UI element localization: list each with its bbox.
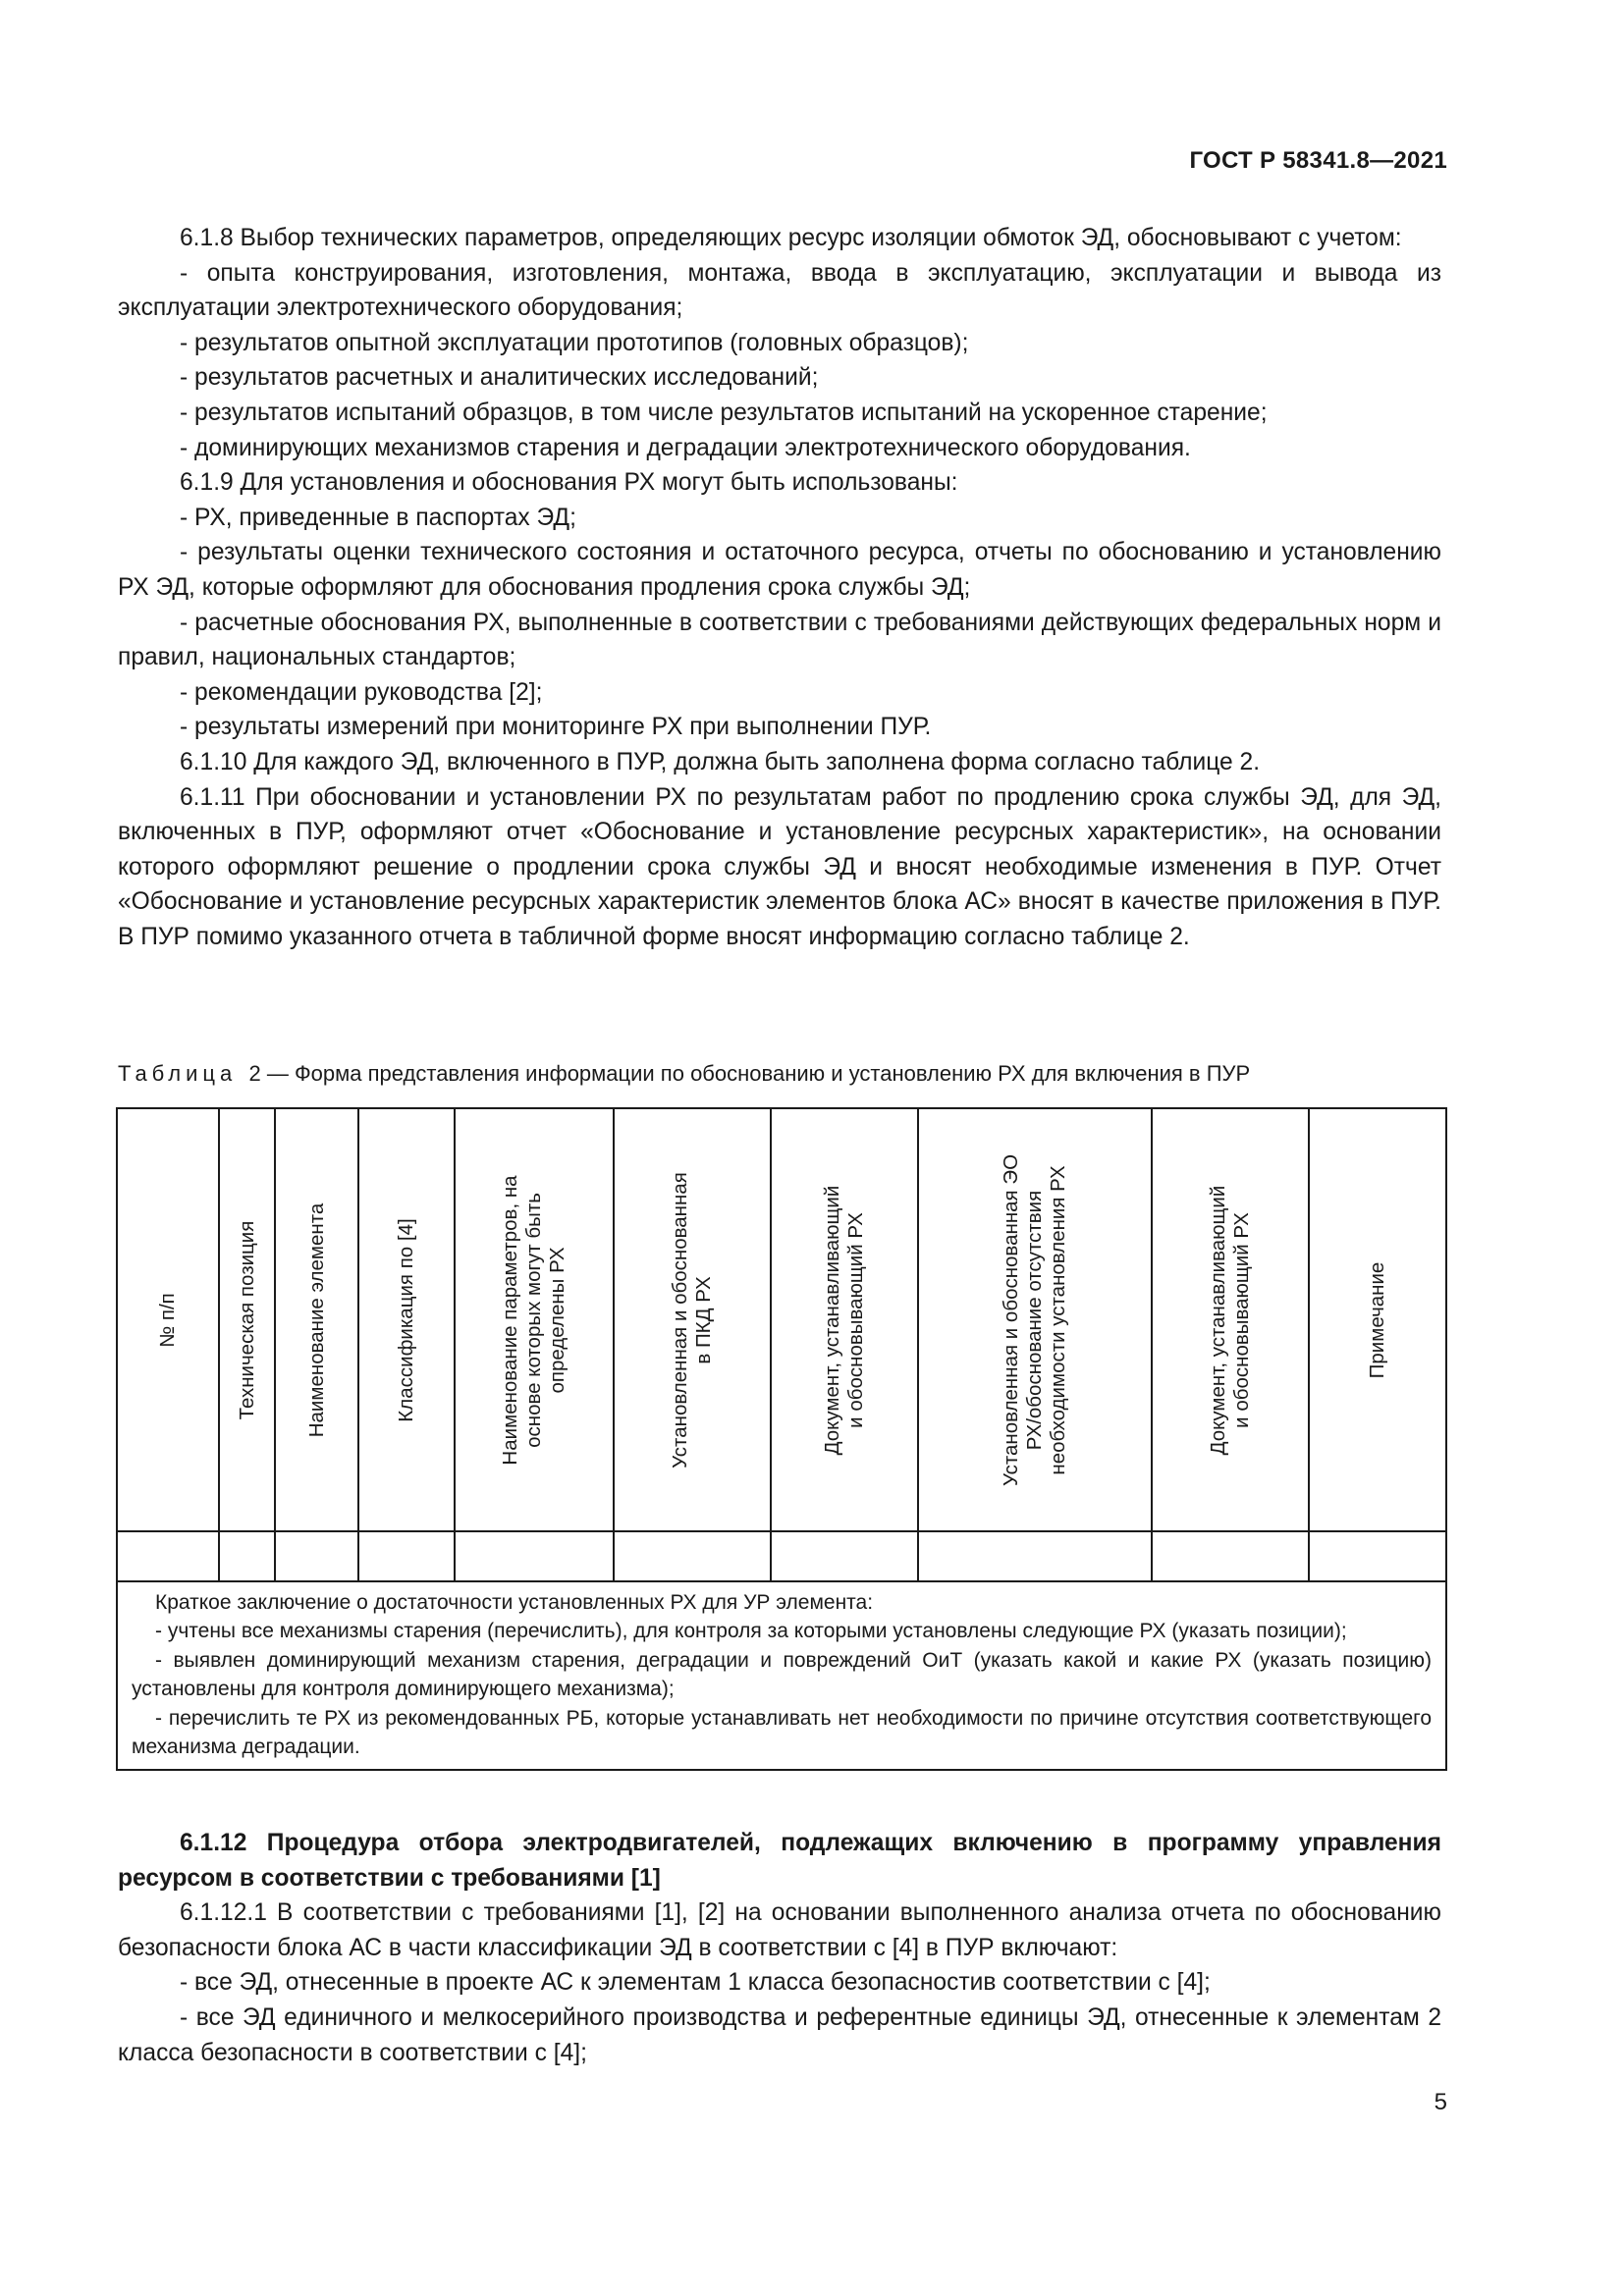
column-header (275, 1108, 358, 1531)
column-header-label: Документ, устанавливающий и обосновывающий РХ (1207, 1185, 1253, 1455)
table-cell (771, 1531, 918, 1581)
table-caption-label: Таблица (118, 1061, 238, 1086)
list-item: - все ЭД, отнесенные в проекте АС к элементам 1 класса безопасностив соответствии с [4]; (180, 1969, 1211, 1997)
table-cell (1152, 1531, 1309, 1581)
summary-line: - учтены все механизмы старения (перечислить), для контроля за которыми установлены следующие РХ (указать позиции); (155, 1620, 1347, 1643)
paragraph: 6.1.9 Для установления и обоснования РХ могут быть использованы: (180, 469, 958, 497)
column-header (614, 1108, 771, 1531)
table-cell (117, 1531, 219, 1581)
list-item: - результаты измерений при мониторинге РХ при выполнении ПУР. (180, 714, 932, 741)
body-text-top (118, 221, 1441, 954)
list-item: - рекомендации руководства [2]; (180, 678, 543, 706)
table-cell (275, 1531, 358, 1581)
column-header (918, 1108, 1152, 1531)
list-item: - расчетные обоснования РХ, выполненные в соответствии с требованиями действующих федеральных норм и правил, национальных стандартов; (118, 609, 1441, 671)
column-header (117, 1108, 219, 1531)
document-code: ГОСТ Р 58341.8—2021 (1189, 147, 1447, 174)
list-item: - результаты оценки технического состояния и остаточного ресурса, отчеты по обоснованию и установлению РХ ЭД, которые оформляют для обоснования продления срока службы ЭД; (118, 539, 1441, 601)
table-cell (614, 1531, 771, 1581)
table-cell (918, 1531, 1152, 1581)
table-caption-text: 2 — Форма представления информации по обоснованию и установлению РХ для включения в ПУР (248, 1061, 1251, 1086)
table-header-row (117, 1108, 1446, 1531)
column-header-label: Документ, устанавливающий и обосновывающий РХ (821, 1185, 867, 1455)
table-caption (118, 1060, 1453, 1088)
table-cell (1309, 1531, 1446, 1581)
list-item: - результатов опытной эксплуатации прототипов (головных образцов); (180, 329, 969, 356)
column-header-label: Наименование параметров, на основе которых могут быть определены РХ (499, 1174, 568, 1466)
summary-line: Краткое заключение о достаточности установленных РХ для УР элемента: (155, 1591, 874, 1614)
list-item: - доминирующих механизмов старения и деградации электротехнического оборудования. (180, 434, 1191, 461)
column-header (455, 1108, 614, 1531)
list-item: - опыта конструирования, изготовления, монтажа, ввода в эксплуатацию, эксплуатации и вывода из эксплуатации электротехнического оборудования; (118, 259, 1441, 322)
summary-row (117, 1581, 1446, 1770)
paragraph: 6.1.8 Выбор технических параметров, определяющих ресурс изоляции обмоток ЭД, обосновывают с учетом: (180, 225, 1402, 251)
column-header-label: Установленная и обоснованная ЭО РХ/обоснование отсутствия необходимости установления РХ (1000, 1153, 1069, 1486)
column-header (771, 1108, 918, 1531)
column-header-label: Классификация по [4] (395, 1217, 417, 1422)
table-row (117, 1531, 1446, 1581)
section-6-1-12 (118, 1826, 1441, 2070)
column-header (1309, 1108, 1446, 1531)
table-2-form (116, 1107, 1447, 1771)
column-header-label: № п/п (156, 1292, 179, 1348)
list-item: - все ЭД единичного и мелкосерийного производства и референтные единицы ЭД, отнесенные к элементам 2 класса безопасности в соответствии с [4]; (118, 2003, 1441, 2066)
page-number: 5 (1434, 2089, 1447, 2115)
section-heading: 6.1.12 Процедура отбора электродвигателей, подлежащих включению в программу управления ресурсом в соответствии с требованиями [1] (118, 1830, 1441, 1892)
column-header-label: Установленная и обоснованная в ПКД РХ (669, 1171, 715, 1468)
summary-cell (117, 1581, 1446, 1770)
table-cell (455, 1531, 614, 1581)
paragraph: 6.1.12.1 В соответствии с требованиями [1], [2] на основании выполненного анализа отчета по обоснованию безопасности блока АС в части классификации ЭД в соответствии с [4] в ПУР включают: (118, 1899, 1441, 1961)
column-header (358, 1108, 455, 1531)
column-header (1152, 1108, 1309, 1531)
column-header-label: Техническая позиция (235, 1220, 258, 1419)
paragraph: 6.1.11 При обосновании и установлении РХ по результатам работ по продлению срока службы ЭД, для ЭД, включенных в ПУР, оформляют отчет «Обоснование и установление ресурсных характеристик», на основании которого оформляют решение о продлении срока службы ЭД и вносят необходимые изменения в ПУР. Отчет «Обоснование и установление ресурсных характеристик элементов блока АС» вносят в качестве приложения в ПУР. В ПУР помимо указанного отчета в табличной форме вносят информацию согласно таблице 2. (118, 783, 1441, 950)
table-cell (219, 1531, 275, 1581)
column-header-label: Наименование элемента (304, 1202, 328, 1437)
list-item: - результатов испытаний образцов, в том числе результатов испытаний на ускоренное старение; (180, 399, 1268, 426)
paragraph: 6.1.10 Для каждого ЭД, включенного в ПУР, должна быть заполнена форма согласно таблице 2. (180, 748, 1261, 775)
list-item: - результатов расчетных и аналитических исследований; (180, 364, 819, 392)
column-header-label: Примечание (1366, 1261, 1388, 1378)
list-item: - РХ, приведенные в паспортах ЭД; (180, 504, 576, 531)
summary-line: - перечислить те РХ из рекомендованных РБ, которые устанавливать нет необходимости по причине отсутствия соответствующего механизма деградации. (132, 1706, 1432, 1759)
column-header (219, 1108, 275, 1531)
table-cell (358, 1531, 455, 1581)
summary-line: - выявлен доминирующий механизм старения, деградации и повреждений ОиТ (указать какой и какие РХ (указать позицию) установлены для контроля доминирующего механизма); (132, 1648, 1432, 1701)
